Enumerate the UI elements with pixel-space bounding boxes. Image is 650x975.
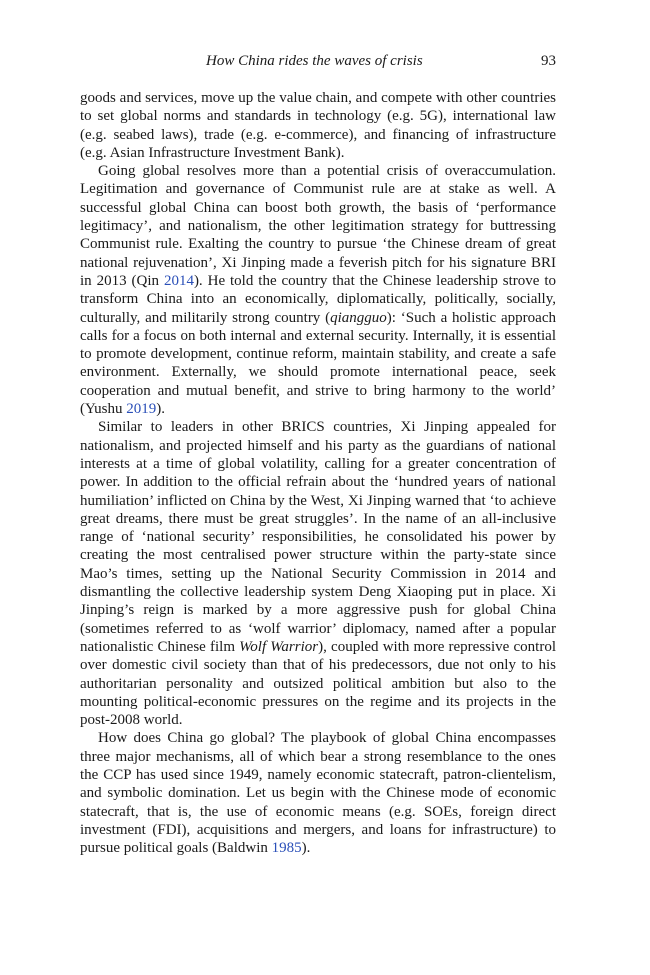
running-title: How China rides the waves of crisis <box>206 53 423 69</box>
text-run: goods and services, move up the value chain, and compete with other countries to set global norms and standards in technology (e.g. 5G), international law (e.g. seabed laws), trade (e.g. e-commerce), and financing of infrastructure (e.g. Asian Infrastructure Investment Bank). <box>80 90 556 161</box>
italic-film-title: Wolf Warrior <box>239 638 319 655</box>
italic-term: qiangguo <box>330 309 387 326</box>
running-head <box>80 50 556 72</box>
text-run: Similar to leaders in other BRICS countries, Xi Jinping appealed for nationalism, and projected himself and his party as the guardians of national interests at a time of global volatility, calling for a greater concentration of power. In addition to the official refrain about the ‘hundred years of national humiliation’ inflicted on China by the West, Xi Jinping warned that ‘to achieve great dreams, there must be great struggles’. In the name of an all-inclusive range of ‘national security’ responsibilities, he consolidated his power by creating the most centralised power structure within the party-state since Mao’s times, setting up the National Security Commission in 2014 and dismantling the collective leadership system Deng Xiaoping put in place. Xi Jinping’s reign is marked by a more aggressive push for global China (sometimes referred to as ‘wolf warrior’ diplomacy, named after a popular nationalistic Chinese film <box>80 419 556 655</box>
paragraph <box>80 89 556 162</box>
paragraph <box>80 418 556 729</box>
text-run: Going global resolves more than a potential crisis of overaccumulation. Legitimation and governance of Communist rule are at stake as well. A successful global China can boost both growth, the basis of ‘performance legitimacy’, and nationalism, the other legitimation strategy for buttressing Communist rule. Exalting the country to pursue ‘the Chinese dream of great national rejuvenation’, Xi Jinping made a feverish pitch for his signature BRI in 2013 (Qin <box>80 163 556 289</box>
body-text <box>80 89 556 857</box>
citation-link-qin-2014[interactable]: 2014 <box>163 272 194 289</box>
citation-link-baldwin-1985[interactable]: 1985 <box>271 840 302 857</box>
page-number: 93 <box>541 53 556 69</box>
paragraph <box>80 729 556 857</box>
paragraph <box>80 162 556 418</box>
citation-link-yushu-2019[interactable]: 2019 <box>126 401 157 418</box>
text-run: ): ‘Such a holistic approach calls for a focus on both internal and external security. Internally, it is essential to promote development, continue reform, maintain stability, and create a safe environment. Externally, we should promote international peace, seek cooperation and mutual benefit, and strive to bring harmony to the world’ (Yushu <box>80 309 556 418</box>
text-run: ). <box>301 840 311 857</box>
text-run: ). He told the country that the Chinese leadership strove to transform China into an economically, diplomatically, politically, socially, culturally, and militarily strong country ( <box>80 272 556 326</box>
text-run: ). <box>156 401 166 418</box>
text-run: ), coupled with more repressive control over domestic civil society than that of his predecessors, due not only to his authoritarian personality and outsized political ambition but also to the mounting political-economic pressures on the regime and its projects in the post-2008 world. <box>80 638 556 729</box>
text-run: How does China go global? The playbook of global China encompasses three major mechanisms, all of which bear a strong resemblance to the ones the CCP has used since 1949, namely economic statecraft, patron-clientelism, and symbolic domination. Let us begin with the Chinese mode of economic statecraft, that is, the use of economic means (e.g. SOEs, foreign direct investment (FDI), acquisitions and mergers, and loans for infrastructure) to pursue political goals (Baldwin <box>80 730 556 857</box>
